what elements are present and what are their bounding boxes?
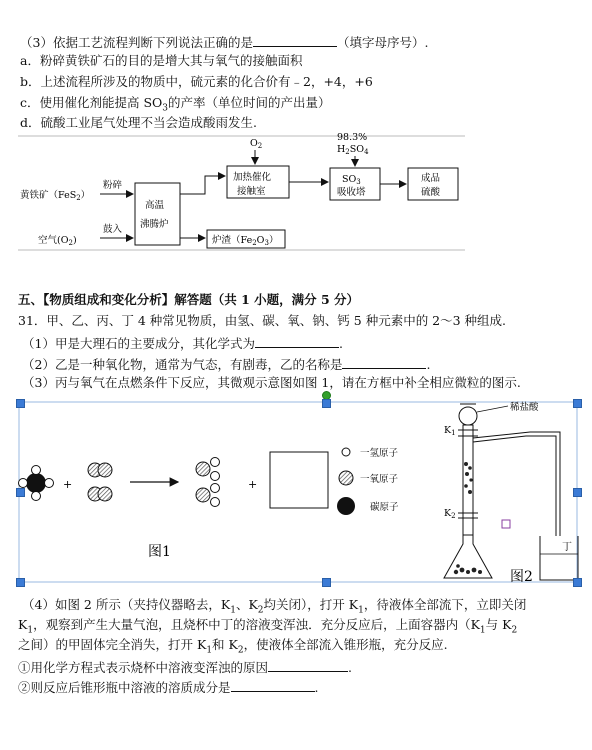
part4-question-ii-text: ②则反应后锥形瓶中溶液的溶质成分是 — [18, 680, 231, 695]
resize-handle-middle-right[interactable] — [573, 488, 582, 497]
q31-part2 — [22, 355, 430, 373]
part4-line2: $K_1$，观察到产生大量气泡，且烧杯中丁的溶液变浑浊．充分反应后，上面容器内（$K_1$与 $K_2$ — [18, 617, 518, 636]
flow-o2-label: $O_2$ — [250, 138, 263, 150]
q31-part1-text: （1）甲是大理石的主要成分，其化学式为 — [22, 336, 255, 351]
q31-part1-end: . — [338, 336, 343, 351]
flow-contact-line1: 加热催化 — [233, 172, 272, 183]
flow-product-line1: 成品 — [421, 173, 441, 184]
dilute-acid-label: 稀盐酸 — [510, 402, 539, 413]
part4-line3: 之间）的甲固体完全消失，打开 $K_1$和 $K_2$，使液体全部流入锥形瓶，充分反应. — [18, 637, 448, 656]
flow-contact-line2: 接触室 — [237, 186, 266, 197]
beaker-label: 丁 — [562, 542, 572, 553]
anchor-icon — [502, 520, 510, 528]
flow-crush-label: 粉碎 — [103, 180, 123, 191]
q31-part2-end: . — [426, 357, 431, 372]
q3-option-c-pre: c．使用催化剂能提高 SO — [20, 95, 163, 110]
q3-option-a: a．粉碎黄铁矿石的目的是增大其与氧气的接触面积 — [20, 53, 303, 68]
flow-pyrite-label: 黄铁矿（FeS$_2$） — [20, 190, 91, 202]
q31-part1-blank[interactable] — [255, 334, 339, 348]
legend-c-label: 碳原子 — [370, 502, 399, 513]
q31-part2-text: （2）乙是一种氧化物，通常为气态，有剧毒，乙的名称是 — [22, 357, 343, 372]
flow-arrow-furnace-contact — [180, 176, 225, 194]
plus-sign-1: + — [63, 478, 73, 491]
resize-handle-bottom-left[interactable] — [16, 578, 25, 587]
section5-heading: 五、【物质组成和变化分析】解答题（共 1 小题，满分 5 分） — [18, 292, 360, 307]
reactant-molecule-oxygen — [88, 463, 112, 501]
part4-question-i-text: ①用化学方程式表示烧杯中溶液变浑浊的原因 — [18, 660, 269, 675]
resize-handle-top-right[interactable] — [573, 399, 582, 408]
fig2-caption: 图2 — [510, 569, 533, 585]
q3-stem-text: （3）依据工艺流程判断下列说法正确的是 — [20, 35, 253, 50]
resize-handle-top-left[interactable] — [16, 399, 25, 408]
flow-product-line2: 硫酸 — [421, 187, 441, 198]
k2-label: $K_2$ — [444, 508, 456, 520]
legend-o-label: 一氧原子 — [360, 474, 399, 485]
part4-question-ii-blank[interactable] — [231, 678, 315, 692]
part4-line1: （4）如图 2 所示（夹持仪器略去，$K_1$、$K_2$均关闭），打开 $K_1$，待液体全部流下，立即关闭 — [22, 597, 527, 616]
resize-handle-top-center[interactable] — [322, 399, 331, 408]
flow-so3-label: $SO_3$ — [342, 174, 361, 186]
answer-box[interactable] — [270, 452, 328, 508]
product-molecule-co2 — [196, 458, 220, 507]
part4-question-i: ①用化学方程式表示烧杯中溶液变浑浊的原因 . — [18, 660, 352, 675]
flow-furnace-line2: 沸腾炉 — [140, 219, 169, 230]
flow-acid-formula: $H_2SO_4$ — [337, 144, 369, 156]
legend-h-atom-icon — [342, 448, 350, 456]
q31-part2-blank[interactable] — [342, 355, 426, 369]
q3-option-c-post: 的产率（单位时间的产出量） — [168, 95, 331, 110]
legend-o-atom-icon — [339, 471, 353, 485]
flow-furnace-line1: 高温 — [145, 200, 165, 211]
flow-air-label: 空气$(O_2)$ — [38, 235, 77, 247]
apparatus-diagram — [444, 401, 578, 580]
q31-stem: 31．甲、乙、丙、丁 4 种常见物质，由氢、碳、氧、钠、钙 5 种元素中的 2～3 种组成. — [18, 313, 507, 328]
process-flow-diagram — [0, 128, 592, 278]
flow-furnace-box — [135, 183, 180, 245]
q3-option-d: d．硫酸工业尾气处理不当会造成酸雨发生. — [20, 115, 257, 130]
figure-area[interactable] — [0, 394, 592, 594]
q31-part1 — [22, 334, 343, 352]
q3-option-c — [20, 95, 331, 117]
k1-label: $K_1$ — [444, 425, 456, 437]
q3-stem — [20, 33, 428, 51]
q3-option-b: b．上述流程所涉及的物质中，硫元素的化合价有﹣2，+4，+6 — [20, 74, 373, 89]
part4-question-i-blank[interactable] — [268, 658, 348, 672]
legend-c-atom-icon — [337, 497, 355, 515]
flow-acid-pct: 98.3% — [337, 132, 368, 143]
part4-question-ii: ②则反应后锥形瓶中溶液的溶质成分是 . — [18, 680, 319, 695]
flow-slag-label: 炉渣$(Fe_2O_3)$ — [212, 235, 279, 247]
q3-stem-suffix: （填字母序号）. — [336, 35, 429, 50]
plus-sign-2: + — [248, 478, 258, 491]
resize-handle-bottom-right[interactable] — [573, 578, 582, 587]
q3-answer-blank[interactable] — [253, 33, 337, 47]
flow-absorb-label: 吸收塔 — [337, 187, 366, 198]
legend-h-label: 一氢原子 — [360, 448, 399, 459]
resize-handle-middle-left[interactable] — [16, 488, 25, 497]
fig1-caption: 图1 — [148, 544, 171, 560]
q31-part3: （3）丙与氧气在点燃条件下反应，其微观示意图如图 1，请在方框中补全相应微粒的图示. — [22, 375, 521, 390]
resize-handle-bottom-center[interactable] — [322, 578, 331, 587]
q3-option-c-sub: 3 — [162, 103, 169, 114]
flow-blowin-label: 鼓入 — [103, 224, 123, 235]
